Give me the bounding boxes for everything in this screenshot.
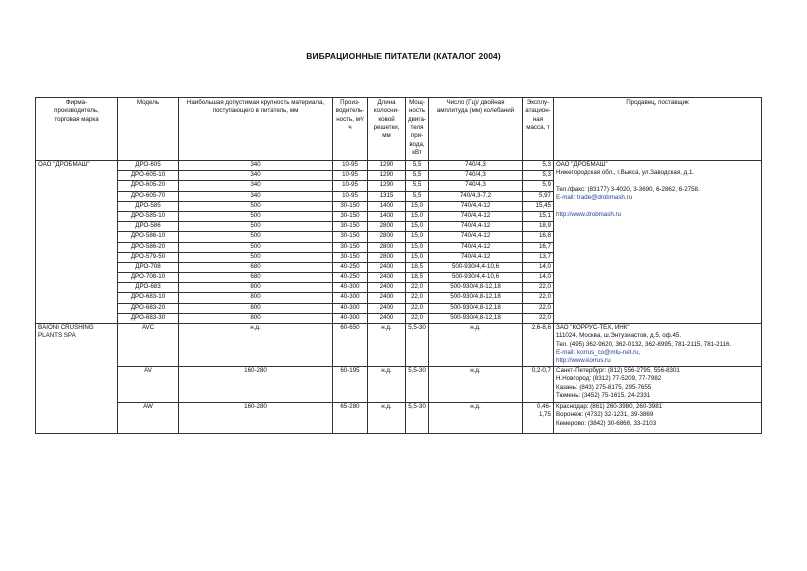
max-size-cell: 500 <box>179 242 333 252</box>
header-line: при- <box>410 132 424 140</box>
vendor-line: Воронеж: (4732) 32-1231, 39-3869 <box>556 411 654 419</box>
max-size-cell: 500 <box>179 211 333 221</box>
header-line: водитель- <box>335 107 365 115</box>
weight-cell: 16,8 <box>523 232 554 242</box>
header-line: Произ- <box>340 99 360 106</box>
capacity-cell: 65-280 <box>333 402 368 433</box>
vendor-line: ЗАО "КОРРУС-ТЕХ, ИНК" <box>556 324 630 331</box>
table-row <box>36 366 762 402</box>
power-cell: 15,0 <box>406 242 429 252</box>
frequency-cell: 740/4,4-12 <box>429 211 523 221</box>
capacity-cell: 10-95 <box>333 161 368 171</box>
power-cell: 22,0 <box>406 303 429 313</box>
vendor-cell <box>554 324 762 367</box>
model-cell: ДРО-586-10 <box>118 232 179 242</box>
vendor-line: Н.Новгород: (8312) 77-5209, 77-7982 <box>556 375 662 383</box>
header-line: Продавец, поставщик <box>626 99 689 106</box>
frequency-cell: 500-930/4,4-10,6 <box>429 273 523 283</box>
power-cell: 22,0 <box>406 313 429 323</box>
vendor-line: Санкт-Петербург: (812) 556-2795, 556-8301 <box>556 366 680 374</box>
weight-cell: 18,9 <box>523 222 554 232</box>
frequency-cell: н.д. <box>429 366 523 402</box>
capacity-cell: 10-95 <box>333 171 368 181</box>
length-cell: н.д. <box>368 366 406 402</box>
power-cell: 15,0 <box>406 252 429 262</box>
vendor-link[interactable]: http://www.korrus.ru <box>556 357 611 365</box>
weight-cell: 5,3 <box>523 161 554 171</box>
catalog-table <box>35 97 762 434</box>
model-cell: ДРО-683 <box>118 283 179 293</box>
power-cell: 15,0 <box>406 201 429 211</box>
header-weight <box>523 98 554 161</box>
max-size-cell: 800 <box>179 293 333 303</box>
vendor-line: Тел. (495) 362-9620, 362-0132, 362-8995, 781-2115, 781-2116. <box>556 340 732 348</box>
max-size-cell: 680 <box>179 262 333 272</box>
power-cell: 22,0 <box>406 283 429 293</box>
header-line: ч <box>348 124 352 132</box>
frequency-cell: 500-930/4,8-12,18 <box>429 313 523 323</box>
header-vendor <box>554 98 762 161</box>
model-cell: ДРО-579-50 <box>118 252 179 262</box>
header-line: атацион- <box>525 107 551 115</box>
vendor-line: Нижегородская обл., г.Выкса, ул.Заводская, д.1. <box>556 169 695 177</box>
max-size-cell: 340 <box>179 181 333 191</box>
frequency-cell: 740/4,4-12 <box>429 242 523 252</box>
frequency-cell: 740/4,4-12 <box>429 232 523 242</box>
length-cell: 1290 <box>368 181 406 191</box>
capacity-cell: 60-650 <box>333 324 368 367</box>
header-line: Фирма- <box>65 99 88 106</box>
vendor-cell <box>554 366 762 402</box>
header-line: поступающего в питатель, мм <box>212 107 299 115</box>
length-cell: 2400 <box>368 283 406 293</box>
power-cell: 5,5-30 <box>406 366 429 402</box>
vendor-line: Кемерово: (3842) 30-6868, 33-2103 <box>556 419 657 427</box>
capacity-cell: 30-150 <box>333 242 368 252</box>
model-cell: ДРО-605-10 <box>118 171 179 181</box>
length-cell: 2400 <box>368 303 406 313</box>
weight-cell: 5,97 <box>523 191 554 201</box>
header-line: производитель, <box>54 107 99 115</box>
max-size-cell: 500 <box>179 252 333 262</box>
page-title: ВИБРАЦИОННЫЕ ПИТАТЕЛИ (КАТАЛОГ 2004) <box>306 51 501 61</box>
max-size-cell: 500 <box>179 222 333 232</box>
header-manufacturer <box>36 98 118 161</box>
model-cell: ДРО-586-20 <box>118 242 179 252</box>
capacity-cell: 40-300 <box>333 283 368 293</box>
capacity-cell: 30-150 <box>333 252 368 262</box>
power-cell: 15,0 <box>406 232 429 242</box>
capacity-cell: 10-95 <box>333 181 368 191</box>
model-cell: ДРО-708 <box>118 262 179 272</box>
power-cell: 18,5 <box>406 262 429 272</box>
frequency-cell: 740/4,4-12 <box>429 201 523 211</box>
length-cell: 1400 <box>368 211 406 221</box>
frequency-cell: 740/4,3 <box>429 181 523 191</box>
table-row <box>36 161 762 171</box>
header-line: вода, <box>409 140 425 148</box>
capacity-cell: 30-150 <box>333 211 368 221</box>
model-cell: AV <box>118 366 179 402</box>
frequency-cell: 740/4,3 <box>429 171 523 181</box>
weight-cell: 0,2-0,7 <box>523 366 554 402</box>
model-cell: ДРО-683-30 <box>118 313 179 323</box>
capacity-cell: 60-195 <box>333 366 368 402</box>
max-size-cell: 340 <box>179 171 333 181</box>
vendor-line <box>556 203 759 211</box>
header-line: Наибольшая допустимая крупность материала, <box>186 99 325 106</box>
header-line: Эксплу- <box>526 99 550 106</box>
vendor-line: Казань: (843) 275-8175, 295-7655 <box>556 383 652 391</box>
header-line: масса, т <box>526 124 550 132</box>
max-size-cell: 800 <box>179 313 333 323</box>
vendor-line: PLANTS SPA <box>38 332 76 340</box>
vendor-line: ОАО "ДРОБМАШ" <box>38 161 90 168</box>
capacity-cell: 40-300 <box>333 303 368 313</box>
vendor-line: Тюмень: (3452) 75-1615, 24-2331 <box>556 391 651 399</box>
length-cell: н.д. <box>368 324 406 367</box>
header-line: Длина <box>377 99 396 106</box>
power-cell: 5,5 <box>406 161 429 171</box>
frequency-cell: 740/4,4-12 <box>429 222 523 232</box>
vendor-link[interactable]: E-mail: trade@drobmash.ru <box>556 194 633 202</box>
vendor-line <box>556 178 759 186</box>
capacity-cell: 30-150 <box>333 201 368 211</box>
header-line: Модель <box>136 99 160 106</box>
model-cell: AVC <box>118 324 179 367</box>
header-capacity <box>333 98 368 161</box>
header-line: Число (Гц)/ двойная <box>446 99 505 106</box>
length-cell: н.д. <box>368 402 406 433</box>
model-cell: AW <box>118 402 179 433</box>
frequency-cell: н.д. <box>429 324 523 367</box>
header-line: ная <box>532 115 544 123</box>
model-cell: ДРО-605-70 <box>118 191 179 201</box>
model-cell: ДРО-585 <box>118 201 179 211</box>
capacity-cell: 30-150 <box>333 222 368 232</box>
vendor-line: BAIONI CRUSHING <box>38 324 94 331</box>
capacity-cell: 40-250 <box>333 273 368 283</box>
weight-cell: 22,0 <box>523 283 554 293</box>
power-cell: 22,0 <box>406 293 429 303</box>
frequency-cell: 500-930/4,8-12,18 <box>429 283 523 293</box>
capacity-cell: 40-300 <box>333 313 368 323</box>
vendor-line: Краснодар: (861) 260-3980, 260-3981 <box>556 402 663 410</box>
length-cell: 2400 <box>368 313 406 323</box>
length-cell: 1315 <box>368 191 406 201</box>
header-line: теля <box>410 124 424 132</box>
max-size-cell: 340 <box>179 161 333 171</box>
frequency-cell: 500-930/4,8-12,18 <box>429 293 523 303</box>
power-cell: 5,5-30 <box>406 402 429 433</box>
weight-cell: 5,3 <box>523 171 554 181</box>
weight-cell: 22,0 <box>523 313 554 323</box>
weight-cell: 13,7 <box>523 252 554 262</box>
frequency-cell: 740/4,4-12 <box>429 252 523 262</box>
frequency-cell: 740/4,3 <box>429 161 523 171</box>
frequency-cell: н.д. <box>429 402 523 433</box>
model-cell: ДРО-586 <box>118 222 179 232</box>
frequency-cell: 740/4,3-7,2 <box>429 191 523 201</box>
power-cell: 18,5 <box>406 273 429 283</box>
vendor-link[interactable]: E-mail: korrus_co@mtu-net.ru, <box>556 349 641 357</box>
model-cell: ДРО-683-10 <box>118 293 179 303</box>
table-row <box>36 402 762 433</box>
max-size-cell: 160-280 <box>179 402 333 433</box>
header-line: ность, м³/ <box>336 115 364 123</box>
vendor-line: ОАО "ДРОБМАШ" <box>556 161 608 168</box>
capacity-cell: 10-95 <box>333 191 368 201</box>
max-size-cell: 500 <box>179 201 333 211</box>
header-line: Мощ- <box>409 99 425 106</box>
length-cell: 2400 <box>368 293 406 303</box>
header-power <box>406 98 429 161</box>
length-cell: 2400 <box>368 273 406 283</box>
header-max-size <box>179 98 333 161</box>
vendor-link[interactable]: http://www.drobmash.ru <box>556 211 621 219</box>
weight-cell: 22,0 <box>523 303 554 313</box>
max-size-cell: 800 <box>179 303 333 313</box>
header-length <box>368 98 406 161</box>
manufacturer-cell <box>36 324 118 434</box>
capacity-cell: 30-150 <box>333 232 368 242</box>
power-cell: 5,5 <box>406 181 429 191</box>
model-cell: ДРО-585-10 <box>118 211 179 221</box>
header-line: колосни- <box>373 107 400 115</box>
header-line: решетки, мм <box>373 124 400 140</box>
weight-cell: 0,46-1,75 <box>523 402 554 433</box>
header-row <box>36 98 762 161</box>
length-cell: 2800 <box>368 242 406 252</box>
capacity-cell: 40-250 <box>333 262 368 272</box>
length-cell: 2800 <box>368 252 406 262</box>
header-line: ковой <box>378 115 395 123</box>
header-line: кВт <box>412 149 422 157</box>
vendor-line: Тел./факс: (83177) 3-4020, 3-3690, 6-2862, 6-2758. <box>556 186 700 194</box>
weight-cell: 2,6-8,6 <box>523 324 554 367</box>
model-cell: ДРО-708-10 <box>118 273 179 283</box>
power-cell: 5,5 <box>406 171 429 181</box>
length-cell: 2400 <box>368 262 406 272</box>
header-line: амплитуда (мм) колебаний <box>436 107 515 115</box>
max-size-cell: н.д. <box>179 324 333 367</box>
model-cell: ДРО-683-20 <box>118 303 179 313</box>
header-line: двига- <box>408 115 426 123</box>
power-cell: 5,5 <box>406 191 429 201</box>
manufacturer-cell <box>36 161 118 324</box>
frequency-cell: 500-930/4,4-10,6 <box>429 262 523 272</box>
weight-cell: 15,1 <box>523 211 554 221</box>
vendor-cell <box>554 161 762 324</box>
weight-cell: 15,45 <box>523 201 554 211</box>
header-model <box>118 98 179 161</box>
max-size-cell: 800 <box>179 283 333 293</box>
power-cell: 15,0 <box>406 222 429 232</box>
max-size-cell: 340 <box>179 191 333 201</box>
capacity-cell: 40-300 <box>333 293 368 303</box>
power-cell: 5,5-30 <box>406 324 429 367</box>
model-cell: ДРО-605-20 <box>118 181 179 191</box>
weight-cell: 14,0 <box>523 262 554 272</box>
length-cell: 1400 <box>368 201 406 211</box>
length-cell: 1290 <box>368 171 406 181</box>
model-cell: ДРО-605 <box>118 161 179 171</box>
weight-cell: 5,9 <box>523 181 554 191</box>
power-cell: 15,0 <box>406 211 429 221</box>
length-cell: 2800 <box>368 222 406 232</box>
vendor-line: 111024, Москва, ш.Энтузиастов, д.5, оф.45. <box>556 332 682 340</box>
header-line: ность <box>408 107 425 115</box>
max-size-cell: 680 <box>179 273 333 283</box>
header-frequency <box>429 98 523 161</box>
max-size-cell: 500 <box>179 232 333 242</box>
weight-cell: 16,7 <box>523 242 554 252</box>
weight-cell: 22,0 <box>523 293 554 303</box>
length-cell: 2800 <box>368 232 406 242</box>
frequency-cell: 500-930/4,8-12,18 <box>429 303 523 313</box>
table-row <box>36 324 762 367</box>
header-line: торговая марка <box>54 115 99 123</box>
vendor-cell <box>554 402 762 433</box>
length-cell: 1290 <box>368 161 406 171</box>
max-size-cell: 160-280 <box>179 366 333 402</box>
catalog-body <box>36 161 762 434</box>
weight-cell: 14,0 <box>523 273 554 283</box>
